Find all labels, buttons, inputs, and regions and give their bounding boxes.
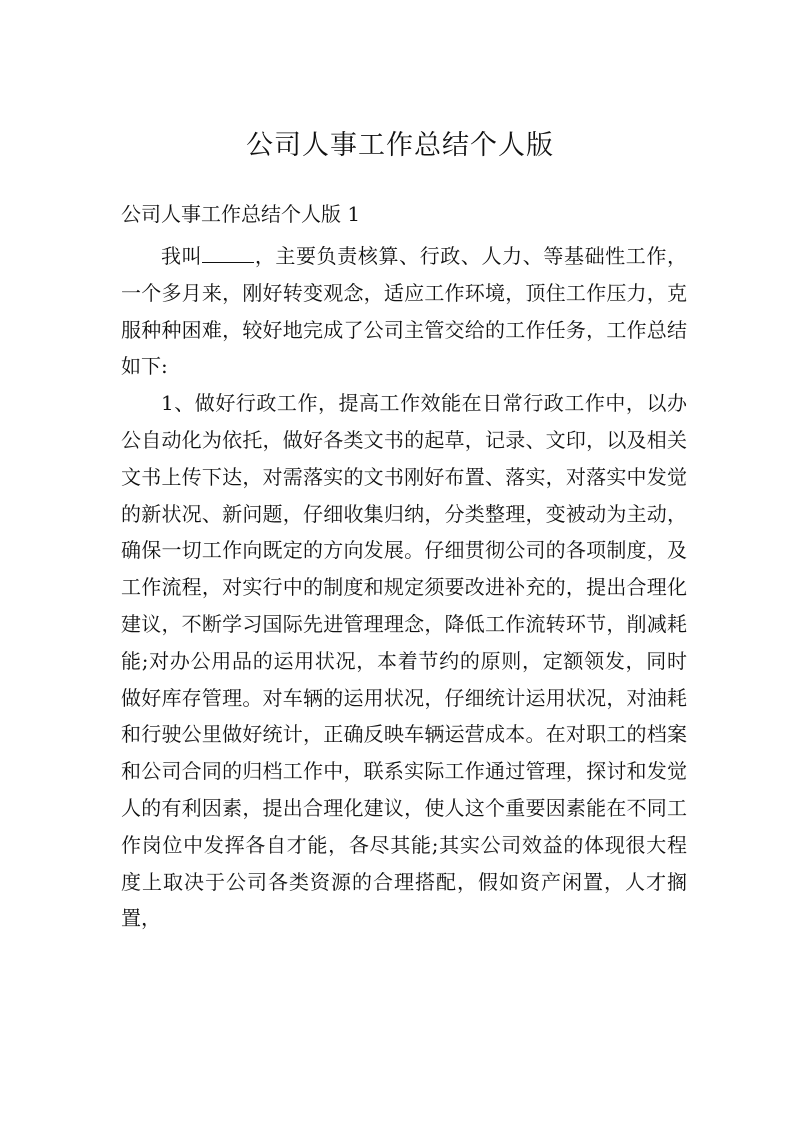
paragraph-administration: 1、做好行政工作，提高工作效能在日常行政工作中，以办公自动化为依托，做好各类文书的起草，记录、文印，以及相关文书上传下达，对需落实的文书刚好布置、落实，对落实中发觉的新状况、新问题，仔细收集归纳，分类整理，变被动为主动，确保一切工作向既定的方向发展。仔细贯彻公司的各项制度，及工作流程，对实行中的制度和规定须要改进补充的，提出合理化建议，不断学习国际先进管理理念，降低工作流转环节，削减耗能;对办公用品的运用状况，本着节约的原则，定额领发，同时做好库存管理。对车辆的运用状况，仔细统计运用状况，对油耗和行驶公里做好统计，正确反映车辆运营成本。在对职工的档案和公司合同的归档工作中，联系实际工作通过管理，探讨和发觉人的有利因素，提出合理化建议，使人这个重要因素能在不同工作岗位中发挥各自才能，各尽其能;其实公司效益的体现很大程度上取决于公司各类资源的合理搭配，假如资产闲置，人才搁置， — [121, 391, 687, 931]
paragraph-intro — [121, 238, 687, 385]
document-body — [121, 238, 687, 937]
name-blank-underline — [202, 244, 254, 263]
section-heading: 公司人事工作总结个人版 1 — [121, 202, 361, 226]
intro-text-before-blank: 我叫 — [161, 244, 203, 268]
intro-text-after-blank: ，主要负责核算、行政、人力、等基础性工作，一个多月来，刚好转变观念，适应工作环境，顶住工作压力，克服种种困难，较好地完成了公司主管交给的工作任务，工作总结如下: — [121, 244, 688, 379]
document-title: 公司人事工作总结个人版 — [246, 130, 554, 161]
